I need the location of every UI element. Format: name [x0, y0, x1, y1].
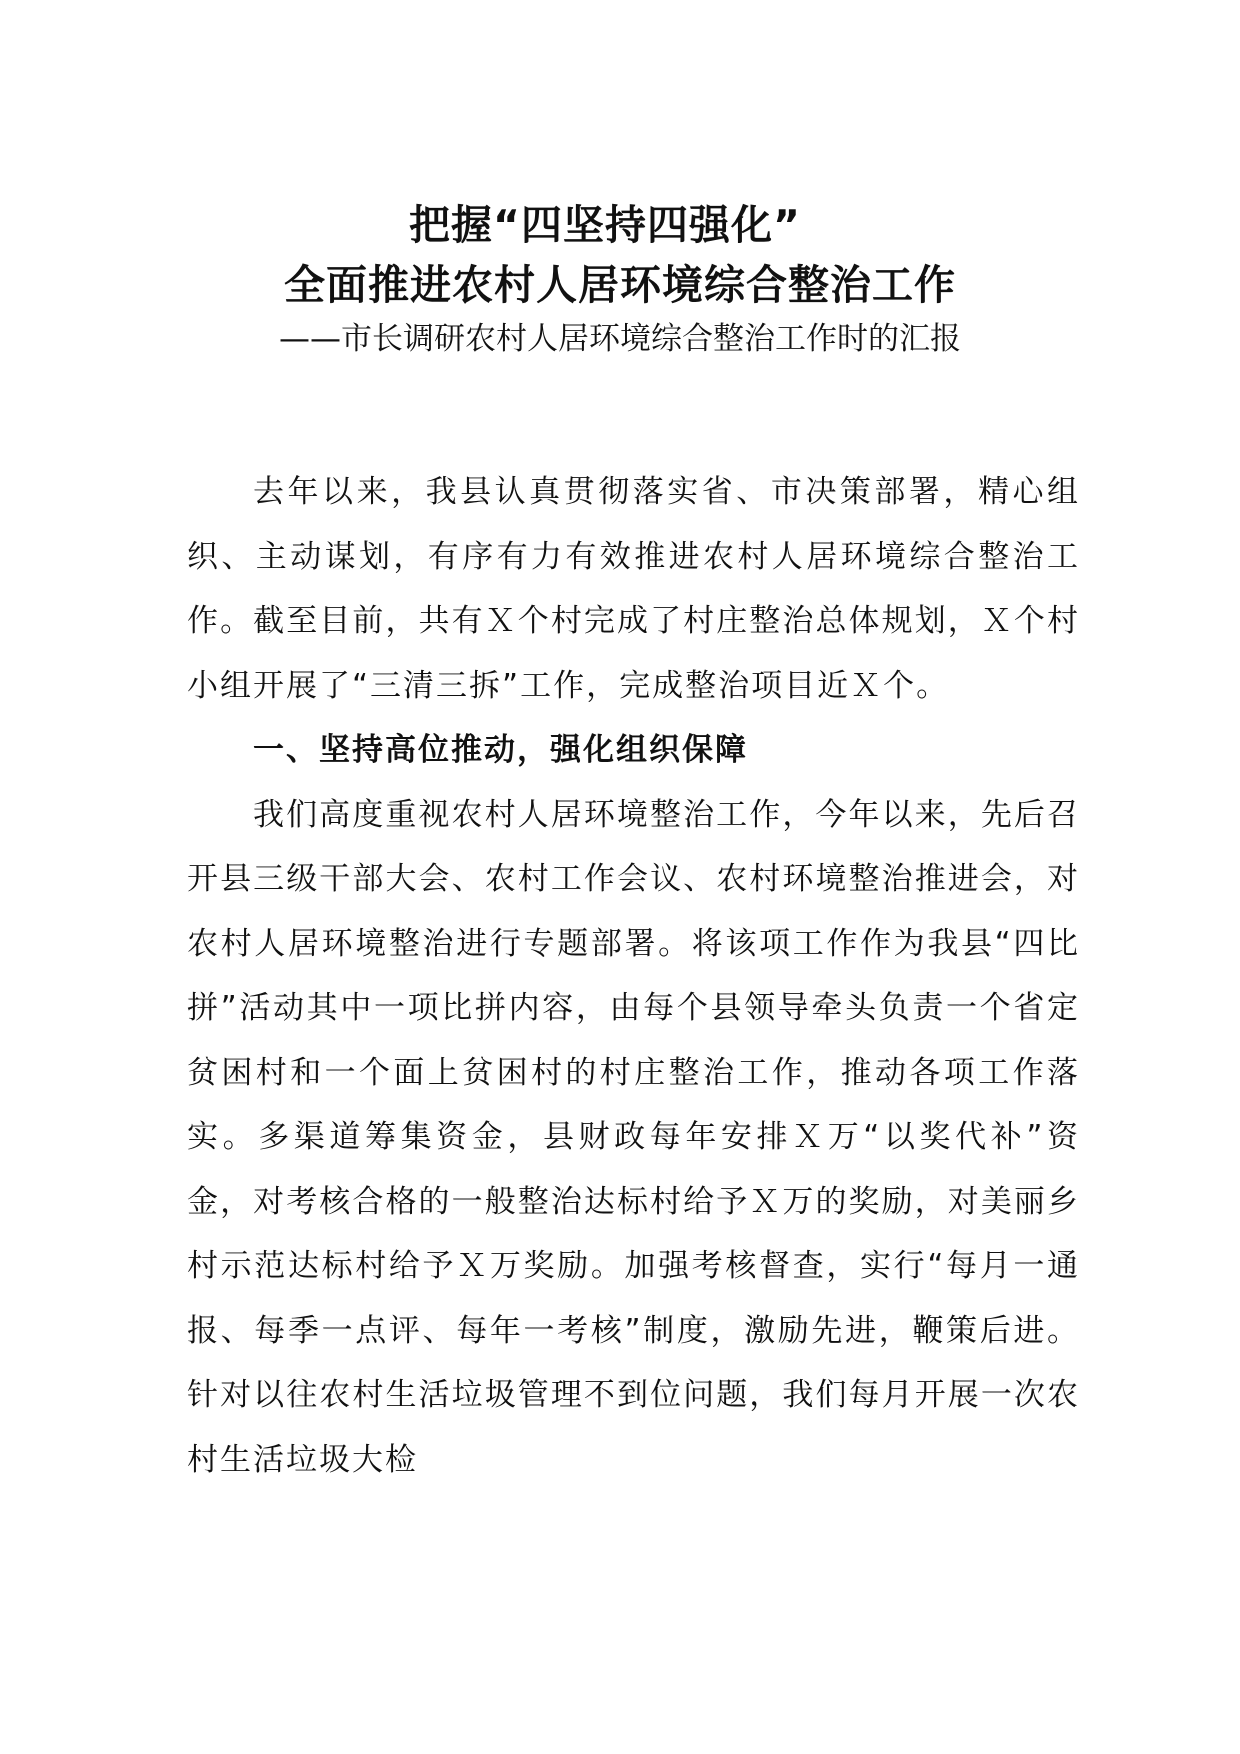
title-block	[0, 195, 1240, 361]
section-heading: 一、坚持高位推动，强化组织保障	[253, 732, 748, 768]
intro-paragraph: 去年以来，我县认真贯彻落实省、市决策部署，精心组织、主动谋划，有序有力有效推进农村人居环境综合整治工作。截至目前，共有Ｘ个村完成了村庄整治总体规划，Ｘ个村小组开展了“三清三拆”工作，完成整治项目近Ｘ个。	[187, 474, 1080, 704]
document-title-line-2: 全面推进农村人居环境综合整治工作	[284, 261, 956, 309]
document-title-line-1: 把握“四坚持四强化”	[409, 201, 801, 249]
document-body	[187, 460, 1080, 1492]
section-paragraph: 我们高度重视农村人居环境整治工作，今年以来，先后召开县三级干部大会、农村工作会议、农村环境整治推进会，对农村人居环境整治进行专题部署。将该项工作作为我县“四比拼”活动其中一项比拼内容，由每个县领导牵头负责一个省定贫困村和一个面上贫困村的村庄整治工作，推动各项工作落实。多渠道筹集资金，县财政每年安排Ｘ万“以奖代补”资金，对考核合格的一般整治达标村给予Ｘ万的奖励，对美丽乡村示范达标村给予Ｘ万奖励。加强考核督查，实行“每月一通报、每季一点评、每年一考核”制度，激励先进，鞭策后进。针对以往农村生活垃圾管理不到位问题，我们每月开展一次农村生活垃圾大检	[187, 796, 1080, 1478]
document-subtitle: ——市长调研农村人居环境综合整治工作时的汇报	[279, 321, 961, 357]
